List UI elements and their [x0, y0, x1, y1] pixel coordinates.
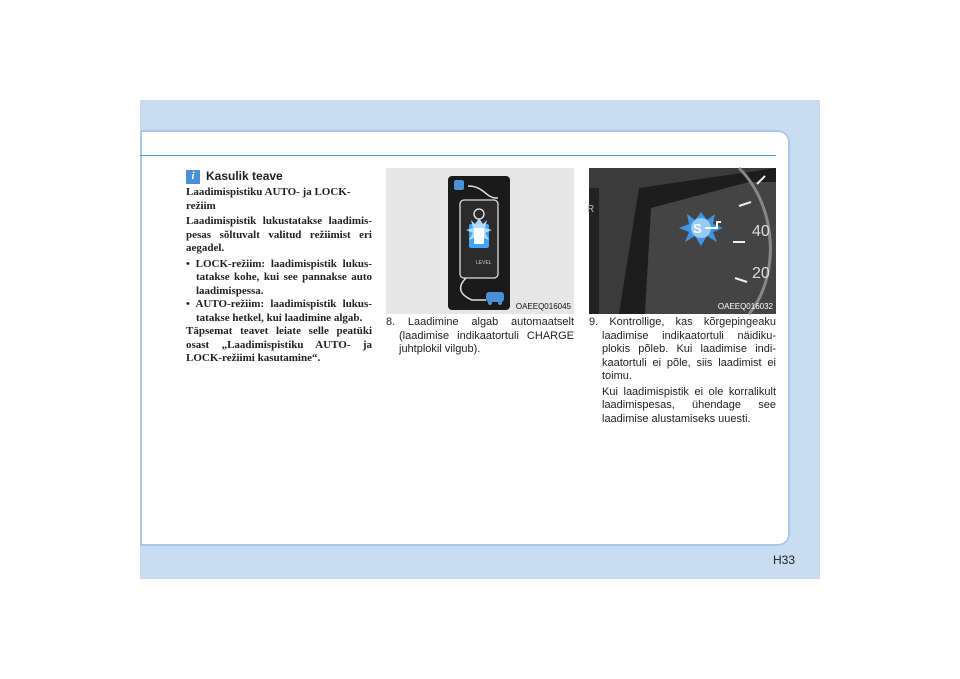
gauge-20-label: 20	[752, 265, 770, 282]
level-label: LEVEL	[476, 260, 492, 266]
svg-text:S: S	[693, 221, 702, 236]
info-paragraph: Laadimispistik lukustatakse laadimis-pesas sõltuvalt valitud režiimist eri aegadel.	[186, 215, 372, 254]
instrument-cluster-illustration	[589, 168, 776, 314]
step-9: 9. Kontrollige, kas kõrgepingeaku laadimise indikaatortuli näidiku-plokis põleb. Kui laadimise indi-kaatortuli ei põle, siis laadimist ei toimu.	[589, 316, 776, 382]
figure-code-2: OAEEQ016032	[717, 302, 773, 311]
figure-code-1: OAEEQ016045	[515, 302, 571, 311]
figure-charge-controller	[386, 168, 574, 314]
info-reference: Täpsemat teavet leiate selle peatüki osast „Laadimispistiku AUTO- ja LOCK-režiimi kasutamine“.	[186, 325, 372, 364]
info-bullet-auto: • AUTO-režiim: laadimispistik lukus-tatakse hetkel, kui laadimine algab.	[186, 298, 372, 324]
info-heading-text: Kasulik teave	[206, 169, 283, 184]
gauge-40-label: 40	[752, 223, 770, 240]
step-9-note: Kui laadimispistik ei ole korralikult laadimispesas, ühendage see laadimise alustamiseks uuesti.	[602, 385, 776, 425]
page-number: H33	[773, 553, 796, 567]
info-heading	[186, 170, 372, 184]
left-letter: R	[587, 204, 595, 215]
step-8: 8. Laadimine algab automaatselt (laadimise indikaatortuli CHARGE juhtplokil vilgub).	[386, 316, 574, 355]
info-column	[186, 170, 372, 368]
step-8-column	[386, 316, 574, 359]
header-rule	[140, 155, 776, 156]
step-9-column	[589, 316, 776, 428]
info-icon: i	[186, 170, 200, 184]
charge-controller-illustration	[386, 168, 574, 314]
info-bullet-lock: • LOCK-režiim: laadimispistik lukus-tatakse kohe, kui see pannakse auto laadimispessa.	[186, 257, 372, 297]
info-subtitle: Laadimispistiku AUTO- ja LOCK-režiim	[186, 186, 351, 212]
figure-instrument-cluster	[589, 168, 776, 314]
